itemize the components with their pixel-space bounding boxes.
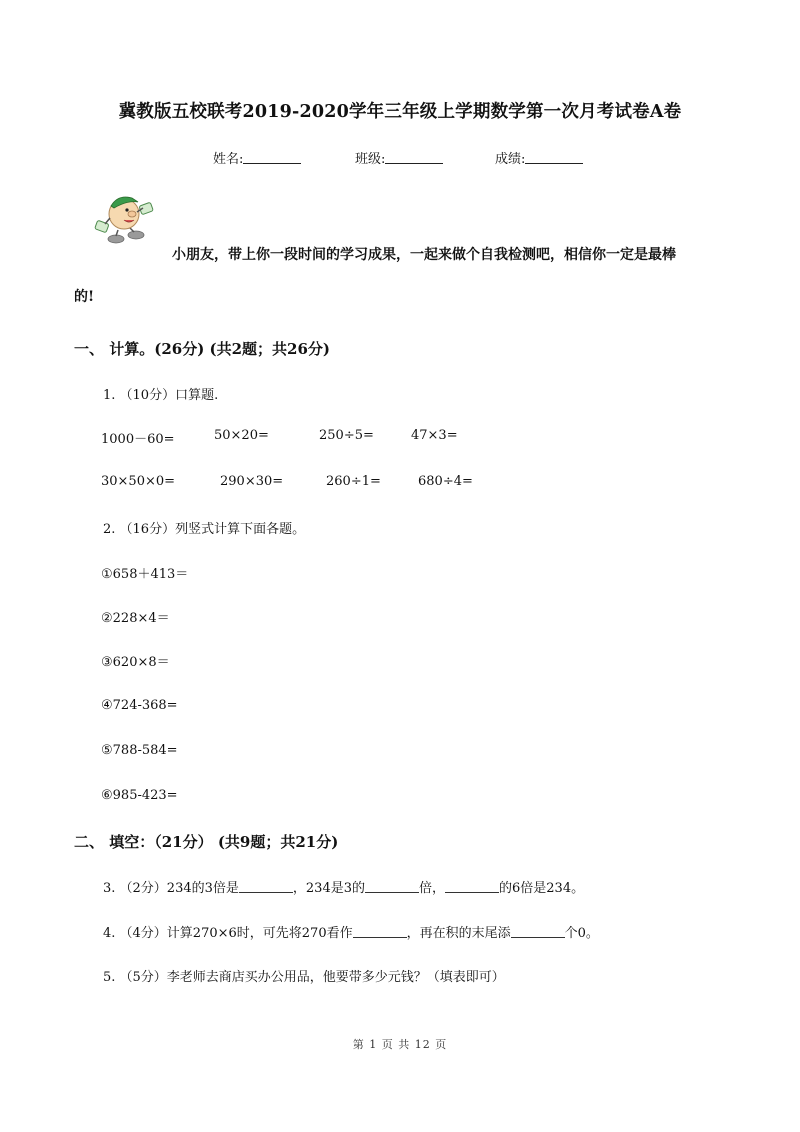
intro-text-line1: 小朋友，带上你一段时间的学习成果，一起来做个自我检测吧，相信你一定是最棒 xyxy=(172,247,676,263)
question-3-part: ，234是3的 xyxy=(292,881,365,896)
intro-text-line2: 的! xyxy=(74,289,95,305)
cartoon-kid-mascot-icon xyxy=(94,192,156,246)
question-3 xyxy=(103,877,584,896)
answer-blank[interactable] xyxy=(445,880,499,893)
vertical-calc-item: ③620×8＝ xyxy=(101,655,170,670)
vertical-calc-item: ②228×4＝ xyxy=(101,611,170,626)
name-field[interactable] xyxy=(213,148,301,167)
mental-calc-item: 1000－60= xyxy=(101,432,175,447)
question-4-part: 4. （4分）计算270×6时，可先将270看作 xyxy=(103,926,353,941)
score-label: 成绩: xyxy=(495,152,526,167)
question-4 xyxy=(103,922,599,941)
answer-blank[interactable] xyxy=(365,880,419,893)
vertical-calc-item: ④724-368= xyxy=(101,698,178,713)
class-field[interactable] xyxy=(355,148,443,167)
mental-calc-item: 47×3= xyxy=(411,428,458,443)
name-blank[interactable] xyxy=(243,151,301,164)
vertical-calc-item: ⑥985-423= xyxy=(101,788,178,803)
name-label: 姓名: xyxy=(213,152,244,167)
score-blank[interactable] xyxy=(525,151,583,164)
answer-blank[interactable] xyxy=(511,925,565,938)
question-2-text: 2. （16分）列竖式计算下面各题。 xyxy=(103,522,306,537)
question-4-part: 个0。 xyxy=(564,926,599,941)
answer-blank[interactable] xyxy=(239,880,293,893)
mental-calc-item: 30×50×0= xyxy=(101,474,176,489)
mental-calc-item: 680÷4= xyxy=(418,474,473,489)
mental-calc-item: 50×20= xyxy=(214,428,269,443)
vertical-calc-item: ⑤788-584= xyxy=(101,743,178,758)
score-field[interactable] xyxy=(495,148,583,167)
section-heading-fill-in: 二、 填空：（21分） (共9题；共21分) xyxy=(74,833,339,851)
page-footer: 第 1 页 共 12 页 xyxy=(352,1038,448,1051)
question-1-text: 1. （10分）口算题. xyxy=(103,388,219,403)
class-blank[interactable] xyxy=(385,151,443,164)
class-label: 班级: xyxy=(355,152,386,167)
question-3-part: 倍， xyxy=(419,881,446,896)
exam-title: 冀教版五校联考2019-2020学年三年级上学期数学第一次月考试卷A卷 xyxy=(118,102,682,122)
section-heading-calculation: 一、 计算。(26分) (共2题；共26分) xyxy=(74,340,331,358)
answer-blank[interactable] xyxy=(353,925,407,938)
vertical-calc-item: ①658＋413＝ xyxy=(101,567,189,582)
question-3-part: 的6倍是234。 xyxy=(499,881,585,896)
mental-calc-item: 290×30= xyxy=(220,474,284,489)
mental-calc-item: 260÷1= xyxy=(326,474,381,489)
question-4-part: ，再在积的末尾添 xyxy=(406,926,511,941)
question-5-text: 5. （5分）李老师去商店买办公用品，他要带多少元钱？（填表即可） xyxy=(103,970,505,985)
question-3-part: 3. （2分）234的3倍是 xyxy=(103,881,239,896)
mental-calc-item: 250÷5= xyxy=(319,428,374,443)
